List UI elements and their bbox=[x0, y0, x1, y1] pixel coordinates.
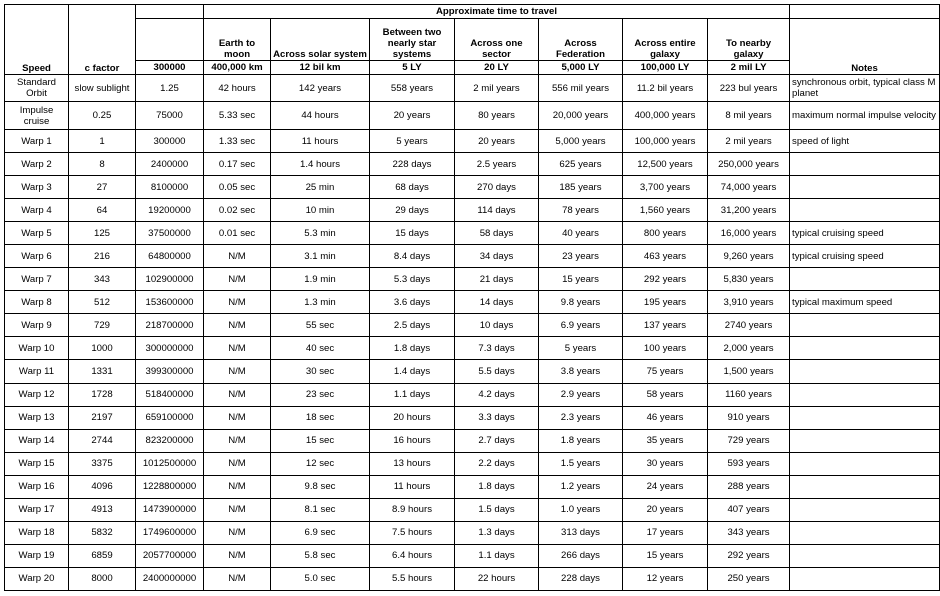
cell-across-federation: 40 years bbox=[539, 222, 623, 245]
cell-across-galaxy: 24 years bbox=[623, 475, 708, 498]
cell-speed: Warp 17 bbox=[5, 498, 69, 521]
cell-across-solar-system: 142 years bbox=[271, 75, 370, 102]
header-speed: Speed bbox=[5, 5, 69, 75]
header-between-star-systems: Between two nearly star systems bbox=[370, 19, 455, 61]
cell-c-factor: 3375 bbox=[69, 452, 136, 475]
cell-across-galaxy: 12,500 years bbox=[623, 153, 708, 176]
cell-earth-to-moon: N/M bbox=[204, 567, 271, 590]
cell-kps: 2057700000 bbox=[136, 544, 204, 567]
cell-speed: Warp 7 bbox=[5, 268, 69, 291]
cell-speed: Warp 1 bbox=[5, 130, 69, 153]
cell-nearby-galaxy: 910 years bbox=[708, 406, 790, 429]
cell-between-star-systems: 20 years bbox=[370, 102, 455, 130]
cell-across-galaxy: 1,560 years bbox=[623, 199, 708, 222]
cell-notes bbox=[790, 337, 940, 360]
cell-between-star-systems: 6.4 hours bbox=[370, 544, 455, 567]
header-across-sector: Across one sector bbox=[455, 19, 539, 61]
cell-earth-to-moon: N/M bbox=[204, 475, 271, 498]
cell-nearby-galaxy: 1160 years bbox=[708, 383, 790, 406]
cell-across-sector: 20 years bbox=[455, 130, 539, 153]
cell-between-star-systems: 15 days bbox=[370, 222, 455, 245]
cell-earth-to-moon: N/M bbox=[204, 498, 271, 521]
cell-notes bbox=[790, 176, 940, 199]
cell-kps: 218700000 bbox=[136, 314, 204, 337]
cell-earth-to-moon: 42 hours bbox=[204, 75, 271, 102]
cell-earth-to-moon: 0.17 sec bbox=[204, 153, 271, 176]
warp-speed-table bbox=[4, 4, 940, 591]
cell-notes: typical cruising speed bbox=[790, 245, 940, 268]
cell-across-galaxy: 3,700 years bbox=[623, 176, 708, 199]
distance-between-star-systems: 5 LY bbox=[370, 61, 455, 75]
cell-across-federation: 9.8 years bbox=[539, 291, 623, 314]
cell-between-star-systems: 1.4 days bbox=[370, 360, 455, 383]
cell-c-factor: 8 bbox=[69, 153, 136, 176]
cell-across-sector: 80 years bbox=[455, 102, 539, 130]
cell-c-factor: 4913 bbox=[69, 498, 136, 521]
header-nearby-galaxy: To nearby galaxy bbox=[708, 19, 790, 61]
cell-nearby-galaxy: 9,260 years bbox=[708, 245, 790, 268]
cell-notes bbox=[790, 199, 940, 222]
cell-across-solar-system: 40 sec bbox=[271, 337, 370, 360]
cell-between-star-systems: 68 days bbox=[370, 176, 455, 199]
cell-c-factor: 512 bbox=[69, 291, 136, 314]
cell-kps: 518400000 bbox=[136, 383, 204, 406]
distance-kps: 300000 bbox=[136, 61, 204, 75]
cell-notes bbox=[790, 498, 940, 521]
cell-between-star-systems: 20 hours bbox=[370, 406, 455, 429]
cell-across-sector: 114 days bbox=[455, 199, 539, 222]
cell-across-sector: 1.1 days bbox=[455, 544, 539, 567]
cell-across-federation: 1.8 years bbox=[539, 429, 623, 452]
cell-c-factor: 27 bbox=[69, 176, 136, 199]
cell-across-federation: 1.5 years bbox=[539, 452, 623, 475]
cell-across-federation: 6.9 years bbox=[539, 314, 623, 337]
header-group-title: Approximate time to travel bbox=[204, 5, 790, 19]
cell-earth-to-moon: N/M bbox=[204, 268, 271, 291]
cell-across-federation: 625 years bbox=[539, 153, 623, 176]
cell-c-factor: 2197 bbox=[69, 406, 136, 429]
cell-speed: Warp 5 bbox=[5, 222, 69, 245]
cell-across-solar-system: 15 sec bbox=[271, 429, 370, 452]
cell-kps: 1012500000 bbox=[136, 452, 204, 475]
cell-across-galaxy: 11.2 bil years bbox=[623, 75, 708, 102]
cell-nearby-galaxy: 223 bul years bbox=[708, 75, 790, 102]
cell-across-federation: 2.3 years bbox=[539, 406, 623, 429]
cell-c-factor: 64 bbox=[69, 199, 136, 222]
cell-c-factor: 5832 bbox=[69, 521, 136, 544]
cell-kps: 823200000 bbox=[136, 429, 204, 452]
table-row bbox=[5, 314, 940, 337]
cell-across-sector: 58 days bbox=[455, 222, 539, 245]
header-blank bbox=[790, 5, 940, 19]
cell-across-federation: 556 mil years bbox=[539, 75, 623, 102]
cell-kps: 8100000 bbox=[136, 176, 204, 199]
cell-earth-to-moon: N/M bbox=[204, 429, 271, 452]
cell-across-federation: 20,000 years bbox=[539, 102, 623, 130]
cell-notes bbox=[790, 268, 940, 291]
cell-earth-to-moon: N/M bbox=[204, 245, 271, 268]
cell-nearby-galaxy: 250 years bbox=[708, 567, 790, 590]
cell-across-federation: 1.2 years bbox=[539, 475, 623, 498]
cell-speed: Warp 15 bbox=[5, 452, 69, 475]
table-row bbox=[5, 498, 940, 521]
table-row bbox=[5, 521, 940, 544]
cell-across-solar-system: 5.3 min bbox=[271, 222, 370, 245]
cell-across-solar-system: 23 sec bbox=[271, 383, 370, 406]
cell-across-federation: 228 days bbox=[539, 567, 623, 590]
cell-speed: Warp 19 bbox=[5, 544, 69, 567]
cell-across-sector: 34 days bbox=[455, 245, 539, 268]
cell-across-galaxy: 35 years bbox=[623, 429, 708, 452]
cell-across-solar-system: 11 hours bbox=[271, 130, 370, 153]
cell-c-factor: 343 bbox=[69, 268, 136, 291]
cell-earth-to-moon: N/M bbox=[204, 452, 271, 475]
cell-notes: speed of light bbox=[790, 130, 940, 153]
cell-speed: Warp 3 bbox=[5, 176, 69, 199]
cell-across-sector: 10 days bbox=[455, 314, 539, 337]
cell-kps: 153600000 bbox=[136, 291, 204, 314]
cell-across-sector: 1.5 days bbox=[455, 498, 539, 521]
cell-across-galaxy: 58 years bbox=[623, 383, 708, 406]
header-kps bbox=[136, 19, 204, 61]
cell-kps: 2400000 bbox=[136, 153, 204, 176]
cell-across-sector: 270 days bbox=[455, 176, 539, 199]
cell-nearby-galaxy: 343 years bbox=[708, 521, 790, 544]
cell-between-star-systems: 8.4 days bbox=[370, 245, 455, 268]
cell-across-federation: 185 years bbox=[539, 176, 623, 199]
cell-nearby-galaxy: 250,000 years bbox=[708, 153, 790, 176]
cell-speed: Warp 4 bbox=[5, 199, 69, 222]
cell-between-star-systems: 558 years bbox=[370, 75, 455, 102]
cell-speed: Warp 20 bbox=[5, 567, 69, 590]
header-across-federation: Across Federation bbox=[539, 19, 623, 61]
cell-earth-to-moon: 1.33 sec bbox=[204, 130, 271, 153]
cell-c-factor: 729 bbox=[69, 314, 136, 337]
cell-across-galaxy: 463 years bbox=[623, 245, 708, 268]
cell-between-star-systems: 11 hours bbox=[370, 475, 455, 498]
cell-across-sector: 4.2 days bbox=[455, 383, 539, 406]
cell-nearby-galaxy: 3,910 years bbox=[708, 291, 790, 314]
cell-across-sector: 3.3 days bbox=[455, 406, 539, 429]
cell-notes bbox=[790, 429, 940, 452]
cell-speed: Standard Orbit bbox=[5, 75, 69, 102]
cell-across-galaxy: 100,000 years bbox=[623, 130, 708, 153]
cell-kps: 2400000000 bbox=[136, 567, 204, 590]
cell-across-federation: 5,000 years bbox=[539, 130, 623, 153]
cell-across-solar-system: 25 min bbox=[271, 176, 370, 199]
cell-across-solar-system: 18 sec bbox=[271, 406, 370, 429]
header-across-solar-system: Across solar system bbox=[271, 19, 370, 61]
cell-speed: Warp 10 bbox=[5, 337, 69, 360]
cell-across-galaxy: 30 years bbox=[623, 452, 708, 475]
cell-across-galaxy: 46 years bbox=[623, 406, 708, 429]
cell-earth-to-moon: N/M bbox=[204, 291, 271, 314]
cell-earth-to-moon: 5.33 sec bbox=[204, 102, 271, 130]
distance-nearby-galaxy: 2 mil LY bbox=[708, 61, 790, 75]
cell-across-solar-system: 10 min bbox=[271, 199, 370, 222]
cell-across-solar-system: 1.4 hours bbox=[271, 153, 370, 176]
cell-across-solar-system: 3.1 min bbox=[271, 245, 370, 268]
cell-nearby-galaxy: 1,500 years bbox=[708, 360, 790, 383]
table-row bbox=[5, 222, 940, 245]
cell-across-solar-system: 44 hours bbox=[271, 102, 370, 130]
cell-notes bbox=[790, 314, 940, 337]
cell-speed: Warp 12 bbox=[5, 383, 69, 406]
distance-across-solar-system: 12 bil km bbox=[271, 61, 370, 75]
table-row bbox=[5, 130, 940, 153]
cell-speed: Warp 11 bbox=[5, 360, 69, 383]
cell-c-factor: slow sublight bbox=[69, 75, 136, 102]
cell-c-factor: 1331 bbox=[69, 360, 136, 383]
cell-across-galaxy: 800 years bbox=[623, 222, 708, 245]
cell-across-federation: 313 days bbox=[539, 521, 623, 544]
cell-notes bbox=[790, 544, 940, 567]
cell-across-federation: 266 days bbox=[539, 544, 623, 567]
cell-across-solar-system: 30 sec bbox=[271, 360, 370, 383]
cell-earth-to-moon: N/M bbox=[204, 360, 271, 383]
header-c-factor: c factor bbox=[69, 5, 136, 75]
distance-across-sector: 20 LY bbox=[455, 61, 539, 75]
cell-speed: Warp 18 bbox=[5, 521, 69, 544]
cell-notes bbox=[790, 475, 940, 498]
cell-kps: 1749600000 bbox=[136, 521, 204, 544]
cell-across-federation: 3.8 years bbox=[539, 360, 623, 383]
cell-speed: Warp 9 bbox=[5, 314, 69, 337]
cell-nearby-galaxy: 5,830 years bbox=[708, 268, 790, 291]
cell-speed: Warp 8 bbox=[5, 291, 69, 314]
cell-between-star-systems: 8.9 hours bbox=[370, 498, 455, 521]
cell-c-factor: 216 bbox=[69, 245, 136, 268]
cell-kps: 1.25 bbox=[136, 75, 204, 102]
cell-c-factor: 8000 bbox=[69, 567, 136, 590]
cell-c-factor: 1 bbox=[69, 130, 136, 153]
cell-nearby-galaxy: 407 years bbox=[708, 498, 790, 521]
cell-between-star-systems: 2.5 days bbox=[370, 314, 455, 337]
cell-across-galaxy: 400,000 years bbox=[623, 102, 708, 130]
cell-across-sector: 5.5 days bbox=[455, 360, 539, 383]
cell-notes bbox=[790, 567, 940, 590]
cell-across-solar-system: 5.8 sec bbox=[271, 544, 370, 567]
cell-speed: Impulse cruise bbox=[5, 102, 69, 130]
cell-earth-to-moon: N/M bbox=[204, 544, 271, 567]
table-row bbox=[5, 245, 940, 268]
cell-across-sector: 7.3 days bbox=[455, 337, 539, 360]
cell-c-factor: 1728 bbox=[69, 383, 136, 406]
cell-between-star-systems: 16 hours bbox=[370, 429, 455, 452]
cell-earth-to-moon: N/M bbox=[204, 521, 271, 544]
table-row bbox=[5, 337, 940, 360]
cell-across-galaxy: 17 years bbox=[623, 521, 708, 544]
cell-across-sector: 2.7 days bbox=[455, 429, 539, 452]
cell-across-galaxy: 12 years bbox=[623, 567, 708, 590]
cell-earth-to-moon: N/M bbox=[204, 314, 271, 337]
table-row bbox=[5, 176, 940, 199]
table-row bbox=[5, 153, 940, 176]
cell-across-galaxy: 15 years bbox=[623, 544, 708, 567]
cell-kps: 64800000 bbox=[136, 245, 204, 268]
cell-nearby-galaxy: 2,000 years bbox=[708, 337, 790, 360]
cell-between-star-systems: 5.5 hours bbox=[370, 567, 455, 590]
cell-between-star-systems: 29 days bbox=[370, 199, 455, 222]
cell-across-galaxy: 137 years bbox=[623, 314, 708, 337]
cell-nearby-galaxy: 292 years bbox=[708, 544, 790, 567]
cell-nearby-galaxy: 2740 years bbox=[708, 314, 790, 337]
cell-across-sector: 21 days bbox=[455, 268, 539, 291]
cell-c-factor: 125 bbox=[69, 222, 136, 245]
cell-earth-to-moon: 0.02 sec bbox=[204, 199, 271, 222]
cell-c-factor: 0.25 bbox=[69, 102, 136, 130]
cell-kps: 300000000 bbox=[136, 337, 204, 360]
table-row bbox=[5, 452, 940, 475]
cell-across-sector: 2.5 years bbox=[455, 153, 539, 176]
cell-nearby-galaxy: 288 years bbox=[708, 475, 790, 498]
cell-across-sector: 2.2 days bbox=[455, 452, 539, 475]
cell-across-federation: 1.0 years bbox=[539, 498, 623, 521]
cell-nearby-galaxy: 74,000 years bbox=[708, 176, 790, 199]
cell-across-solar-system: 5.0 sec bbox=[271, 567, 370, 590]
cell-kps: 37500000 bbox=[136, 222, 204, 245]
cell-across-solar-system: 12 sec bbox=[271, 452, 370, 475]
cell-c-factor: 4096 bbox=[69, 475, 136, 498]
cell-speed: Warp 6 bbox=[5, 245, 69, 268]
cell-nearby-galaxy: 16,000 years bbox=[708, 222, 790, 245]
cell-between-star-systems: 228 days bbox=[370, 153, 455, 176]
cell-kps: 659100000 bbox=[136, 406, 204, 429]
table-row bbox=[5, 406, 940, 429]
cell-nearby-galaxy: 31,200 years bbox=[708, 199, 790, 222]
table-row bbox=[5, 199, 940, 222]
cell-between-star-systems: 5.3 days bbox=[370, 268, 455, 291]
cell-between-star-systems: 1.1 days bbox=[370, 383, 455, 406]
cell-notes: typical cruising speed bbox=[790, 222, 940, 245]
table-row bbox=[5, 268, 940, 291]
cell-earth-to-moon: N/M bbox=[204, 383, 271, 406]
cell-notes bbox=[790, 452, 940, 475]
header-blank bbox=[136, 5, 204, 19]
table-row bbox=[5, 567, 940, 590]
cell-across-solar-system: 8.1 sec bbox=[271, 498, 370, 521]
cell-notes: maximum normal impulse velocity bbox=[790, 102, 940, 130]
cell-kps: 300000 bbox=[136, 130, 204, 153]
table-row bbox=[5, 544, 940, 567]
cell-across-solar-system: 55 sec bbox=[271, 314, 370, 337]
table-row bbox=[5, 75, 940, 102]
cell-across-galaxy: 20 years bbox=[623, 498, 708, 521]
cell-across-galaxy: 195 years bbox=[623, 291, 708, 314]
cell-earth-to-moon: 0.05 sec bbox=[204, 176, 271, 199]
cell-nearby-galaxy: 8 mil years bbox=[708, 102, 790, 130]
cell-kps: 1228800000 bbox=[136, 475, 204, 498]
distance-earth-to-moon: 400,000 km bbox=[204, 61, 271, 75]
cell-c-factor: 6859 bbox=[69, 544, 136, 567]
table-row bbox=[5, 429, 940, 452]
cell-across-federation: 78 years bbox=[539, 199, 623, 222]
cell-notes bbox=[790, 360, 940, 383]
cell-between-star-systems: 5 years bbox=[370, 130, 455, 153]
cell-across-federation: 15 years bbox=[539, 268, 623, 291]
cell-across-solar-system: 1.9 min bbox=[271, 268, 370, 291]
cell-between-star-systems: 1.8 days bbox=[370, 337, 455, 360]
cell-speed: Warp 13 bbox=[5, 406, 69, 429]
cell-between-star-systems: 3.6 days bbox=[370, 291, 455, 314]
cell-kps: 19200000 bbox=[136, 199, 204, 222]
cell-across-solar-system: 9.8 sec bbox=[271, 475, 370, 498]
cell-across-federation: 5 years bbox=[539, 337, 623, 360]
table-row bbox=[5, 291, 940, 314]
cell-kps: 75000 bbox=[136, 102, 204, 130]
cell-nearby-galaxy: 729 years bbox=[708, 429, 790, 452]
cell-across-galaxy: 100 years bbox=[623, 337, 708, 360]
cell-notes: typical maximum speed bbox=[790, 291, 940, 314]
cell-across-solar-system: 6.9 sec bbox=[271, 521, 370, 544]
cell-notes bbox=[790, 406, 940, 429]
cell-nearby-galaxy: 593 years bbox=[708, 452, 790, 475]
cell-kps: 102900000 bbox=[136, 268, 204, 291]
cell-nearby-galaxy: 2 mil years bbox=[708, 130, 790, 153]
cell-c-factor: 2744 bbox=[69, 429, 136, 452]
table-row bbox=[5, 383, 940, 406]
cell-across-sector: 22 hours bbox=[455, 567, 539, 590]
cell-across-solar-system: 1.3 min bbox=[271, 291, 370, 314]
cell-across-federation: 2.9 years bbox=[539, 383, 623, 406]
cell-speed: Warp 16 bbox=[5, 475, 69, 498]
header-earth-to-moon: Earth to moon bbox=[204, 19, 271, 61]
distance-across-galaxy: 100,000 LY bbox=[623, 61, 708, 75]
cell-speed: Warp 14 bbox=[5, 429, 69, 452]
cell-notes bbox=[790, 383, 940, 406]
cell-across-sector: 14 days bbox=[455, 291, 539, 314]
table-row bbox=[5, 475, 940, 498]
cell-between-star-systems: 13 hours bbox=[370, 452, 455, 475]
cell-kps: 1473900000 bbox=[136, 498, 204, 521]
distance-across-federation: 5,000 LY bbox=[539, 61, 623, 75]
cell-across-sector: 1.8 days bbox=[455, 475, 539, 498]
cell-between-star-systems: 7.5 hours bbox=[370, 521, 455, 544]
cell-notes bbox=[790, 153, 940, 176]
cell-across-galaxy: 292 years bbox=[623, 268, 708, 291]
cell-c-factor: 1000 bbox=[69, 337, 136, 360]
table-row bbox=[5, 360, 940, 383]
cell-earth-to-moon: N/M bbox=[204, 337, 271, 360]
cell-earth-to-moon: 0.01 sec bbox=[204, 222, 271, 245]
cell-notes: synchronous orbit, typical class M planet bbox=[790, 75, 940, 102]
header-across-galaxy: Across entire galaxy bbox=[623, 19, 708, 61]
cell-notes bbox=[790, 521, 940, 544]
cell-earth-to-moon: N/M bbox=[204, 406, 271, 429]
cell-speed: Warp 2 bbox=[5, 153, 69, 176]
cell-across-federation: 23 years bbox=[539, 245, 623, 268]
cell-across-galaxy: 75 years bbox=[623, 360, 708, 383]
cell-across-sector: 2 mil years bbox=[455, 75, 539, 102]
cell-across-sector: 1.3 days bbox=[455, 521, 539, 544]
cell-kps: 399300000 bbox=[136, 360, 204, 383]
header-notes: Notes bbox=[790, 19, 940, 75]
table-row bbox=[5, 102, 940, 130]
